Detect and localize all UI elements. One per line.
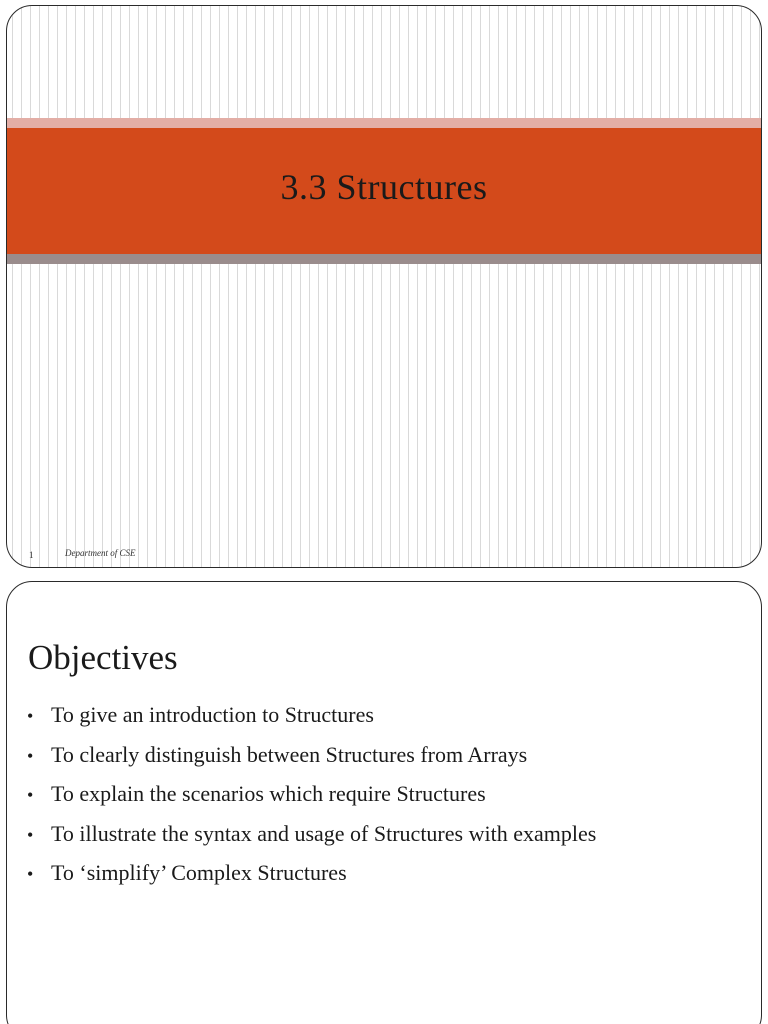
bullet-icon: • bbox=[27, 745, 34, 766]
bullet-icon: • bbox=[27, 706, 34, 726]
slide-title: 3.3 Structures bbox=[280, 167, 488, 207]
title-band-bottom-stripe bbox=[7, 254, 761, 264]
list-item-text: To give an introduction to Structures bbox=[51, 702, 374, 727]
slide-number: 1 bbox=[29, 550, 34, 560]
list-item bbox=[27, 860, 596, 900]
list-item-text: To explain the scenarios which require Structures bbox=[51, 781, 486, 806]
objectives-slide bbox=[6, 581, 762, 1024]
objectives-list bbox=[27, 702, 596, 900]
list-item-text: To ‘simplify’ Complex Structures bbox=[51, 860, 347, 885]
bullet-icon: • bbox=[27, 785, 34, 805]
objectives-heading: Objectives bbox=[28, 638, 178, 677]
list-item bbox=[27, 702, 596, 742]
title-band-top-stripe bbox=[7, 118, 761, 128]
slide-footer: Department of CSE bbox=[65, 548, 136, 558]
bullet-icon: • bbox=[27, 824, 34, 845]
title-slide bbox=[6, 5, 762, 568]
list-item-text: To clearly distinguish between Structures from Arrays bbox=[51, 741, 528, 767]
list-item bbox=[27, 742, 596, 782]
list-item bbox=[27, 781, 596, 821]
list-item bbox=[27, 821, 596, 861]
bullet-icon: • bbox=[27, 864, 34, 884]
list-item-text: To illustrate the syntax and usage of Structures with examples bbox=[51, 820, 597, 846]
